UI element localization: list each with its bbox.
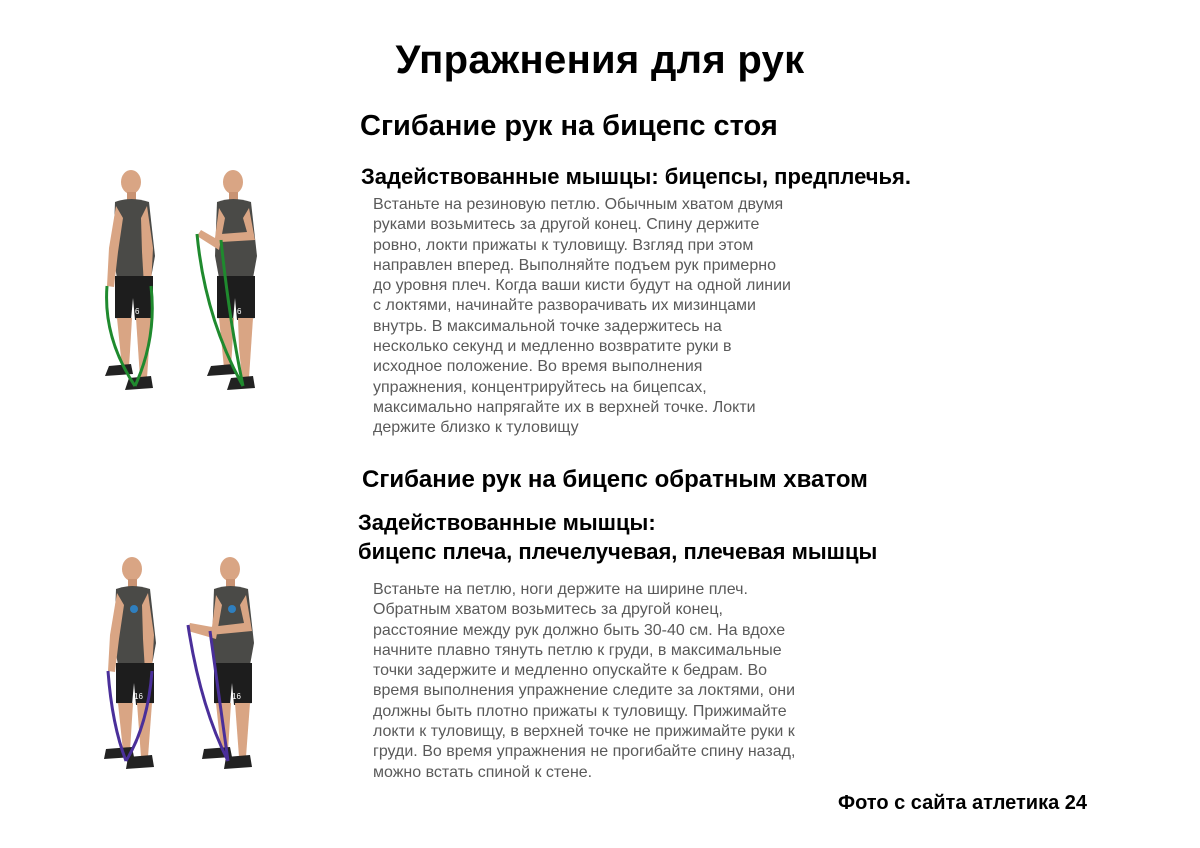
photo-credit: Фото с сайта атлетика 24 bbox=[838, 792, 1088, 814]
desc-line: локти к туловищу, в верхней точке не прижимайте руки к bbox=[373, 723, 795, 741]
desc-line: до уровня плеч. Когда ваши кисти будут на одной линии bbox=[373, 277, 791, 295]
desc-line: внутрь. В максимальной точке задержитесь на bbox=[373, 317, 722, 335]
exercise-1-muscles bbox=[361, 162, 911, 191]
desc-line: можно встать спиной к стене. bbox=[373, 763, 593, 781]
exercise-1-start-figure bbox=[95, 168, 175, 403]
shorts-number: 16 bbox=[232, 692, 241, 701]
desc-line: исходное положение. Во время выполнения bbox=[373, 358, 703, 376]
desc-line: точки задержите и медленно опускайте к бедрам. Во bbox=[373, 662, 768, 680]
exercise-1-description bbox=[373, 195, 823, 439]
desc-line: должны быть плотно прижаты к туловищу. Прижимайте bbox=[373, 702, 787, 720]
shorts-number: 6 bbox=[135, 307, 140, 316]
exercise-2-top-figure bbox=[180, 555, 265, 785]
page-title: Упражнения для рук bbox=[395, 38, 805, 82]
desc-line: начните плавно тянуть петлю к груди, в максимальные bbox=[373, 641, 782, 659]
exercise-1-title: Сгибание рук на бицепс стоя bbox=[360, 110, 778, 142]
exercise-2-start-figure bbox=[98, 555, 178, 785]
desc-line: упражнения, концентрируйтесь на бицепсах, bbox=[373, 378, 707, 396]
desc-line: Встаньте на петлю, ноги держите на ширине плеч. bbox=[373, 581, 748, 598]
shorts-number: 6 bbox=[237, 307, 242, 316]
desc-line: несколько секунд и медленно возвратите руки в bbox=[373, 338, 732, 356]
desc-line: груди. Во время упражнения не прогибайте спину назад, bbox=[373, 743, 796, 761]
desc-line: направлен вперед. Выполняйте подъем рук примерно bbox=[373, 256, 776, 274]
shorts-number: 16 bbox=[134, 692, 143, 701]
exercise-2-muscles bbox=[358, 508, 877, 566]
desc-line: ровно, локти прижаты к туловищу. Взгляд при этом bbox=[373, 236, 754, 254]
desc-line: с локтями, начинайте разворачивать их мизинцами bbox=[373, 297, 756, 315]
desc-line: Встаньте на резиновую петлю. Обычным хватом двумя bbox=[373, 196, 784, 213]
muscles-line: Задействованные мышцы: бицепсы, предплечья. bbox=[361, 164, 911, 189]
desc-line: максимально напрягайте их в верхней точке. Локти bbox=[373, 398, 756, 416]
desc-line: время выполнения упражнение следите за локтями, они bbox=[373, 682, 795, 700]
exercise-2-description bbox=[373, 580, 823, 783]
desc-line: держите близко к туловищу bbox=[373, 419, 579, 437]
muscles-line: Задействованные мышцы: bbox=[358, 510, 656, 535]
muscles-line: бицепс плеча, плечелучевая, плечевая мышцы bbox=[358, 539, 878, 564]
desc-line: руками возьмитесь за другой конец. Спину держите bbox=[373, 216, 760, 234]
exercise-1-top-figure bbox=[185, 168, 270, 403]
desc-line: Обратным хватом возьмитесь за другой конец, bbox=[373, 601, 723, 619]
exercise-2-title: Сгибание рук на бицепс обратным хватом bbox=[362, 466, 868, 493]
desc-line: расстояние между рук должно быть 30-40 см. На вдохе bbox=[373, 621, 786, 639]
